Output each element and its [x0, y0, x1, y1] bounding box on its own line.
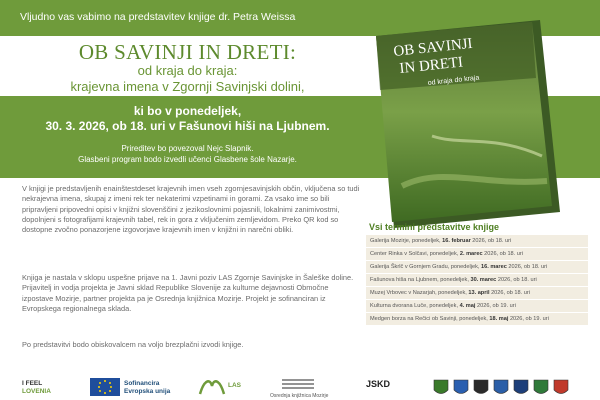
date-row: Galerija Mozirje, ponedeljek, 16. februar 2026, ob 18. uri: [366, 235, 588, 248]
book-subtitle-1: od kraja do kraja:: [137, 63, 238, 78]
crest-3-icon: [474, 380, 488, 394]
crest-6-icon: [534, 380, 548, 394]
logo-strip: [0, 372, 600, 400]
event-line-1: ki bo v ponedeljek,: [133, 104, 242, 118]
date-row: Center Rinka v Solčavi, ponedeljek, 2. marec 2026, ob 18. uri: [366, 248, 588, 261]
i-feel-slovenia-logo: I FEEL LOVENIA: [22, 380, 51, 395]
jskd-logo: JSKD: [366, 379, 391, 389]
library-label: Osrednja knjižnica Mozirje: [270, 393, 329, 399]
date-row: Kulturna dvorana Luče, ponedeljek, 4. maj 2026, ob 19. uri: [366, 300, 588, 313]
crest-4-icon: [494, 380, 508, 394]
event-line-4: Glasbeni program bodo izvedli učenci Glasbene šole Nazarje.: [78, 155, 297, 164]
event-line-3: Prireditev bo povezoval Nejc Slapnik.: [121, 144, 254, 153]
las-label: LAS: [228, 382, 241, 389]
cover-title-2: IN DRETI: [398, 54, 464, 77]
body-paragraph-3: Po predstavitvi bodo obiskovalcem na voljo brezplačni izvodi knjige.: [22, 340, 244, 349]
dates-title: Vsi termini predstavitve knjige: [369, 222, 500, 232]
invite-text: Vljudno vas vabimo na predstavitev knjige dr. Petra Weissa: [20, 11, 296, 23]
date-row: Fašunova hiša na Ljubnem, ponedeljek, 30. marec 2026, ob 18. uri: [366, 274, 588, 287]
book-title: OB SAVINJI IN DRETI:: [78, 40, 297, 64]
eu-flag-icon: [90, 378, 120, 396]
body-paragraph-2: Knjiga je nastala v sklopu uspešne prijave na 1. Javni poziv LAS Zgornje Savinjske in Šaleške doline. Prijavitelj in vodja projekta je Javni sklad Republike Slovenije za kulturne dejavnosti Območne izpostave Mozirje, partner projekta pa je Osrednja knjižnica Mozirje. Projekt je sofinanciran iz Evropskega regionalnega sklada.: [22, 273, 354, 313]
municipal-crests: [404, 378, 584, 400]
las-logo: [198, 376, 226, 400]
crest-5-icon: [514, 380, 528, 394]
cover-subtitle: od kraja do kraja: [427, 74, 480, 87]
crest-2-icon: [454, 380, 468, 394]
cover-title-1: OB SAVINJI: [392, 35, 474, 60]
date-row: Muzej Vrbovec v Nazarjah, ponedeljek, 13. april 2026, ob 18. uri: [366, 287, 588, 300]
date-row: Galerija Škrlč v Gornjem Gradu, ponedeljek, 16. marec 2026, ob 18. uri: [366, 261, 588, 274]
crest-1-icon: [434, 380, 448, 394]
date-row: Medgen borza na Rečici ob Savinji, ponedeljek, 18. maj 2026, ob 19. uri: [366, 313, 588, 326]
body-paragraph-1: V knjigi je predstavljenih enainštestdeset krajevnih imen vseh zgornjesavinjskih občin, vključena so tudi nekrajevna imena, skupaj z imeni rek ter nekaterimi vzpetinami in gorami. Za vsako ime so bili pripravljeni pripovedni opisi v knjižni slovenščini z jezikoslovnimi pojasnili, lokalnimi zanimivostmi, dopolnjeni s fotografijami krajevnih tabel, rek in gora z vključenim zemljevidom. Preko QR kod so dostopne zvočno ponazorjene izgovorjave krajevnih imen v knjižni in narečni obliki.: [22, 184, 360, 235]
dates-list: [366, 235, 588, 326]
event-line-2: 30. 3. 2026, ob 18. uri v Fašunovi hiši na Ljubnem.: [45, 119, 330, 133]
book-subtitle-2: krajevna imena v Zgornji Savinjski dolini,: [70, 79, 305, 94]
book-cover-image: [372, 16, 562, 228]
eu-cofund-label: Sofinancira Evropska unija: [124, 380, 171, 395]
crest-7-icon: [554, 380, 568, 394]
